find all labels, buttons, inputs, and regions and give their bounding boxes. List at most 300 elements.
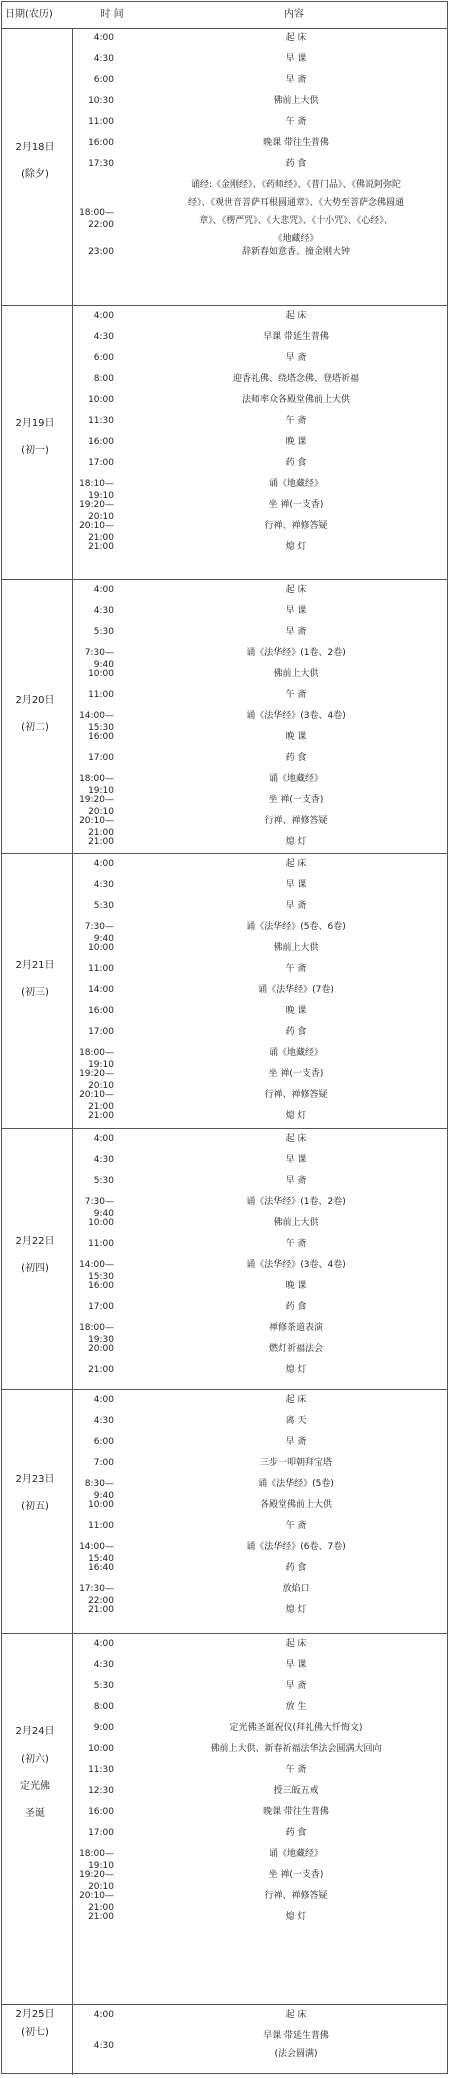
content-cell xyxy=(146,1782,446,1800)
content-line: 诵《地藏经》 xyxy=(268,1048,323,1058)
content-line: 行禅、禅修答疑 xyxy=(264,816,328,826)
content-cell xyxy=(146,538,446,556)
date-label: 2月24日 xyxy=(15,1726,55,1737)
schedule-row xyxy=(72,28,447,49)
date-label: 定光佛 xyxy=(20,1781,50,1792)
content-cell xyxy=(146,134,446,152)
content-line: 坐 禅(一支香) xyxy=(268,795,324,805)
content-line: 诵《地藏经》 xyxy=(268,1849,323,1859)
time-cell: 17:00 xyxy=(88,753,114,763)
schedule-row xyxy=(72,706,447,733)
content-line: 《地藏经》 xyxy=(273,234,319,244)
content-cell xyxy=(146,29,446,47)
content-line: 行禅、禅修答疑 xyxy=(264,1090,328,1100)
content-line: 诵《地藏经》 xyxy=(268,774,323,784)
content-cell xyxy=(146,686,446,704)
content-line: 坐 禅(一支香) xyxy=(268,1069,324,1079)
date-label: 2月22日 xyxy=(15,1236,55,1247)
time-cell: 20:00 xyxy=(88,1344,114,1354)
content-line: 早 课 xyxy=(285,880,307,890)
time-cell: 4:30 xyxy=(93,1416,114,1426)
date-cell xyxy=(2,1129,73,1389)
content-cell xyxy=(146,1298,446,1316)
time-cell: 16:00 xyxy=(88,437,114,447)
schedule-row xyxy=(72,1234,447,1255)
date-cell xyxy=(2,306,73,579)
time-cell: 18:00—19:30 xyxy=(79,1323,114,1345)
date-cell xyxy=(2,28,73,305)
time-cell: 4:00 xyxy=(93,1395,114,1405)
time-cell: 12:30 xyxy=(88,1786,114,1796)
schedule-row xyxy=(72,1150,447,1171)
content-cell xyxy=(146,1002,446,1020)
schedule-row xyxy=(72,727,447,748)
content-cell xyxy=(146,602,446,620)
content-cell xyxy=(146,496,446,514)
content-cell xyxy=(146,855,446,873)
content-cell xyxy=(146,1151,446,1169)
schedule-row xyxy=(72,474,447,501)
content-line: 早 斋 xyxy=(285,627,307,637)
schedule-row xyxy=(72,832,447,853)
content-line: 熄 灯 xyxy=(285,542,307,552)
time-cell: 11:00 xyxy=(88,117,114,127)
schedule-row xyxy=(72,917,447,944)
content-line: 三步一叩朝拜宝塔 xyxy=(259,1458,332,1468)
content-cell xyxy=(146,1454,446,1472)
time-cell: 20:10—21:00 xyxy=(79,1891,114,1913)
schedule-row xyxy=(72,1760,447,1781)
content-cell xyxy=(146,581,446,599)
content-line: 放 生 xyxy=(285,1702,307,1712)
content-line: 早 斋 xyxy=(285,1681,307,1691)
content-line: 熄 灯 xyxy=(285,837,307,847)
content-line: 放焰口 xyxy=(282,1584,310,1594)
schedule-row xyxy=(72,1676,447,1697)
time-cell: 4:00 xyxy=(93,859,114,869)
content-line: 晚课 带往生普佛 xyxy=(263,1807,329,1817)
content-line: 晚课 带往生普佛 xyxy=(263,138,329,148)
schedule-row xyxy=(72,769,447,796)
date-label: (初一) xyxy=(21,445,49,456)
content-cell xyxy=(146,517,446,535)
content-line: 早 斋 xyxy=(285,901,307,911)
time-cell: 16:00 xyxy=(88,138,114,148)
content-line: 禅修茶道表演 xyxy=(268,1323,323,1333)
time-cell: 4:30 xyxy=(93,1660,114,1670)
date-label: (初二) xyxy=(21,722,49,733)
content-line: 授三皈五戒 xyxy=(273,1786,319,1796)
content-line: 早 斋 xyxy=(285,75,307,85)
schedule-row xyxy=(72,537,447,558)
schedule-row xyxy=(72,1495,447,1516)
content-line: 诵《法华经》(5卷、6卷) xyxy=(246,922,346,932)
time-cell: 21:00 xyxy=(88,1365,114,1375)
time-cell: 5:30 xyxy=(93,901,114,911)
time-cell: 16:00 xyxy=(88,1281,114,1291)
content-line: 诵《地藏经》 xyxy=(268,479,323,489)
content-cell xyxy=(146,1277,446,1295)
schedule-row xyxy=(72,1276,447,1297)
time-cell: 10:00 xyxy=(88,395,114,405)
time-cell: 14:00—15:30 xyxy=(79,711,114,733)
content-line: 诵《法华经》(3卷、4卷) xyxy=(246,1260,346,1270)
content-line: 起 床 xyxy=(285,859,307,869)
content-cell xyxy=(146,1698,446,1716)
content-cell xyxy=(146,307,446,325)
date-label: (初四) xyxy=(21,1263,49,1274)
time-cell: 11:30 xyxy=(88,416,114,426)
schedule-row xyxy=(72,411,447,432)
day-block xyxy=(2,2005,447,2075)
schedule-row xyxy=(72,2005,447,2026)
date-label: 2月18日 xyxy=(15,142,55,153)
schedule-row xyxy=(72,896,447,917)
date-label: 2月21日 xyxy=(15,960,55,971)
time-cell: 14:00 xyxy=(88,985,114,995)
time-cell: 10:30 xyxy=(88,96,114,106)
content-cell xyxy=(146,749,446,767)
time-cell: 21:00 xyxy=(88,542,114,552)
time-cell: 16:00 xyxy=(88,732,114,742)
schedule-row xyxy=(72,1844,447,1871)
schedule-row xyxy=(72,70,447,91)
content-line: 药 食 xyxy=(285,753,307,763)
time-cell: 17:00 xyxy=(88,1027,114,1037)
time-cell: 21:00 xyxy=(88,1912,114,1922)
content-cell xyxy=(146,707,446,725)
content-cell xyxy=(146,812,446,830)
time-cell: 4:30 xyxy=(93,332,114,342)
time-cell: 6:00 xyxy=(93,353,114,363)
content-line: 午 斋 xyxy=(285,416,307,426)
day-block xyxy=(2,854,447,1129)
schedule-row xyxy=(72,1297,447,1318)
schedule-row xyxy=(72,1213,447,1234)
content-line: 午 斋 xyxy=(285,1765,307,1775)
content-cell xyxy=(146,71,446,89)
content-line: 佛前上大供 xyxy=(273,1218,319,1228)
schedule-row xyxy=(72,1474,447,1501)
content-cell xyxy=(146,1601,446,1619)
content-line: 迎香礼佛、绕塔念佛、登塔祈福 xyxy=(232,374,359,384)
schedule-row xyxy=(72,154,447,175)
time-cell: 20:10—21:00 xyxy=(79,1090,114,1112)
content-cell xyxy=(146,770,446,788)
time-cell: 10:00 xyxy=(88,1218,114,1228)
schedule-row xyxy=(72,1907,447,1928)
schedule-row xyxy=(72,348,447,369)
schedule-row xyxy=(72,1192,447,1219)
content-line: 诵经:《金刚经》、《药师经》、《普门品》、《佛说阿弥陀 xyxy=(190,180,402,190)
schedule-row xyxy=(72,643,447,670)
time-cell: 20:10—21:00 xyxy=(79,521,114,543)
time-cell: 16:00 xyxy=(88,1006,114,1016)
content-cell xyxy=(146,791,446,809)
time-cell: 14:00—15:30 xyxy=(79,1260,114,1282)
content-line: 早 课 xyxy=(285,1155,307,1165)
time-cell: 18:00—19:10 xyxy=(79,774,114,796)
content-cell xyxy=(146,1866,446,1884)
date-cell xyxy=(2,1390,73,1633)
schedule-row xyxy=(72,1600,447,1621)
time-cell: 6:00 xyxy=(93,1437,114,1447)
content-cell xyxy=(146,1845,446,1863)
schedule-row xyxy=(72,685,447,706)
time-cell: 11:00 xyxy=(88,1521,114,1531)
time-cell: 16:40 xyxy=(88,1563,114,1573)
content-line: 晚 课 xyxy=(285,1006,307,1016)
date-label: (初六) xyxy=(21,1754,49,1765)
time-cell: 21:00 xyxy=(88,1605,114,1615)
schedule-row xyxy=(72,1085,447,1112)
time-cell: 18:00—22:00 xyxy=(79,208,114,230)
content-line: 离 天 xyxy=(285,1416,307,1426)
schedule-row xyxy=(72,242,447,263)
content-cell xyxy=(146,1319,446,1337)
header-time: 时 间 xyxy=(100,9,124,20)
content-cell xyxy=(146,897,446,915)
content-cell xyxy=(146,92,446,110)
content-cell xyxy=(146,1107,446,1125)
content-cell xyxy=(146,1065,446,1083)
schedule-row xyxy=(72,1106,447,1127)
content-cell xyxy=(146,981,446,999)
time-cell: 17:00 xyxy=(88,458,114,468)
content-cell xyxy=(146,1130,446,1148)
content-cell xyxy=(146,349,446,367)
schedule-row xyxy=(72,1411,447,1432)
schedule-row xyxy=(72,1064,447,1091)
schedule-row xyxy=(72,1802,447,1823)
content-cell xyxy=(146,644,446,662)
time-cell: 5:30 xyxy=(93,1681,114,1691)
content-line: 熄 灯 xyxy=(285,1111,307,1121)
time-cell: 21:00 xyxy=(88,837,114,847)
content-cell xyxy=(146,1086,446,1104)
content-line: 诵《法华经》(6卷、7卷) xyxy=(246,1542,346,1552)
content-cell xyxy=(146,1580,446,1598)
schedule-row xyxy=(72,112,447,133)
date-label: 2月19日 xyxy=(15,418,55,429)
date-cell xyxy=(2,1634,73,2004)
time-cell: 4:30 xyxy=(93,1155,114,1165)
schedule-row xyxy=(72,1001,447,1022)
content-cell xyxy=(146,1908,446,1926)
content-cell xyxy=(146,1740,446,1758)
schedule-row xyxy=(72,1697,447,1718)
date-cell xyxy=(2,580,73,853)
time-cell: 8:00 xyxy=(93,1702,114,1712)
content-line: 早 课 xyxy=(285,606,307,616)
schedule-row xyxy=(72,432,447,453)
content-line: 午 斋 xyxy=(285,964,307,974)
content-cell xyxy=(146,1235,446,1253)
content-cell xyxy=(146,1256,446,1274)
time-cell: 21:00 xyxy=(88,1111,114,1121)
content-line: 早 课 xyxy=(285,1660,307,1670)
time-cell: 11:00 xyxy=(88,964,114,974)
content-line: 药 食 xyxy=(285,1302,307,1312)
content-line: 午 斋 xyxy=(285,1239,307,1249)
time-cell: 5:30 xyxy=(93,1176,114,1186)
time-cell: 11:30 xyxy=(88,1765,114,1775)
content-line: 药 食 xyxy=(285,1563,307,1573)
content-line: 起 床 xyxy=(285,1639,307,1649)
time-cell: 19:20—20:10 xyxy=(79,500,114,522)
schedule-row xyxy=(72,369,447,390)
time-cell: 4:30 xyxy=(93,606,114,616)
schedule-row xyxy=(72,938,447,959)
content-cell xyxy=(146,1538,446,1556)
schedule-row xyxy=(72,1453,447,1474)
content-line: 药 食 xyxy=(285,1828,307,1838)
day-block xyxy=(2,306,447,580)
time-cell: 10:00 xyxy=(88,1500,114,1510)
content-line: 行禅、禅修答疑 xyxy=(264,1891,328,1901)
time-cell: 4:30 xyxy=(93,54,114,64)
content-cell xyxy=(146,1193,446,1211)
date-cell xyxy=(2,2005,73,2075)
date-label: (初五) xyxy=(21,1501,49,1512)
time-cell: 4:00 xyxy=(93,33,114,43)
date-label: (初三) xyxy=(21,987,49,998)
content-line: 章》、《楞严咒》、《大悲咒》、《十小咒》、《心经》、 xyxy=(199,216,393,226)
date-label: (除夕) xyxy=(21,169,49,180)
content-cell xyxy=(146,50,446,68)
content-line: 晚 课 xyxy=(285,732,307,742)
time-cell: 4:00 xyxy=(93,1639,114,1649)
content-line: 佛前上大供 xyxy=(273,943,319,953)
time-cell: 16:00 xyxy=(88,1807,114,1817)
day-block xyxy=(2,580,447,854)
content-line: 午 斋 xyxy=(285,117,307,127)
date-label: (初七) xyxy=(21,2027,49,2038)
content-cell xyxy=(146,1761,446,1779)
content-line: 辞新春如意香、撞金刚大钟 xyxy=(241,247,350,257)
content-line: 早 斋 xyxy=(285,1176,307,1186)
schedule-row xyxy=(72,811,447,838)
schedule-row xyxy=(72,959,447,980)
content-cell xyxy=(146,412,446,430)
time-cell: 10:00 xyxy=(88,1744,114,1754)
content-cell xyxy=(146,918,446,936)
time-cell: 6:00 xyxy=(93,75,114,85)
schedule-row xyxy=(72,1043,447,1070)
content-line: 定光佛圣诞祝仪(拜礼佛大忏悔文) xyxy=(229,1723,363,1733)
content-cell xyxy=(146,1887,446,1905)
content-line: 早 斋 xyxy=(285,353,307,363)
content-cell xyxy=(146,1023,446,1041)
time-cell: 17:00 xyxy=(88,1828,114,1838)
content-cell xyxy=(146,1361,446,1379)
content-cell xyxy=(146,2006,446,2024)
time-cell: 7:00 xyxy=(93,1458,114,1468)
content-cell xyxy=(146,1635,446,1653)
content-cell xyxy=(146,370,446,388)
schedule-row xyxy=(72,516,447,543)
content-line: 早 课 xyxy=(285,54,307,64)
time-cell: 19:20—20:10 xyxy=(79,795,114,817)
content-line: 燃灯祈福法会 xyxy=(268,1344,323,1354)
schedule-row xyxy=(72,1634,447,1655)
content-line: 药 食 xyxy=(285,1027,307,1037)
content-cell xyxy=(146,665,446,683)
header-date: 日期(农历) xyxy=(5,9,53,20)
content-line: 佛前上大供 xyxy=(273,669,319,679)
content-cell xyxy=(146,1719,446,1737)
content-cell xyxy=(146,623,446,641)
time-cell: 8:30—9:40 xyxy=(84,1479,114,1501)
content-cell xyxy=(146,1559,446,1577)
content-cell xyxy=(146,1172,446,1190)
schedule-row xyxy=(72,453,447,474)
content-line: 经》、《观世音菩萨耳根圆通章》、《大势至菩萨念佛圆通 xyxy=(187,198,404,208)
schedule-row xyxy=(72,49,447,70)
date-label: 2月20日 xyxy=(15,695,55,706)
content-cell xyxy=(146,1824,446,1842)
time-cell: 7:30—9:40 xyxy=(84,648,114,670)
schedule-row xyxy=(72,622,447,643)
content-cell xyxy=(146,1433,446,1451)
date-label: 2月25日 xyxy=(15,2009,55,2020)
time-cell: 19:20—20:10 xyxy=(79,1069,114,1091)
time-cell: 5:30 xyxy=(93,627,114,637)
time-cell: 4:00 xyxy=(93,311,114,321)
content-line: 诵《法华经》(5卷) xyxy=(258,1479,334,1489)
date-label: 圣诞 xyxy=(25,1808,45,1819)
schedule-row xyxy=(72,1865,447,1892)
schedule-row xyxy=(72,1318,447,1345)
content-line: 行禅、禅修答疑 xyxy=(264,521,328,531)
time-cell: 10:00 xyxy=(88,669,114,679)
content-cell xyxy=(146,1475,446,1493)
schedule-row xyxy=(72,133,447,154)
schedule-row xyxy=(72,1171,447,1192)
content-line: 法师率众各殿堂佛前上大供 xyxy=(241,395,350,405)
content-line: 起 床 xyxy=(285,311,307,321)
day-block xyxy=(2,28,447,306)
time-cell: 18:10—19:10 xyxy=(79,479,114,501)
content-cell xyxy=(146,176,446,248)
time-cell: 4:30 xyxy=(93,880,114,890)
content-cell xyxy=(146,454,446,472)
content-line: 晚 课 xyxy=(285,437,307,447)
time-cell: 14:00—15:40 xyxy=(79,1542,114,1564)
time-cell: 4:00 xyxy=(93,1134,114,1144)
content-line: 晚 课 xyxy=(285,1281,307,1291)
schedule-row xyxy=(72,390,447,411)
time-cell: 9:00 xyxy=(93,1723,114,1733)
content-line: 各殿堂佛前上大供 xyxy=(259,1500,332,1510)
time-cell: 8:00 xyxy=(93,374,114,384)
content-line: 诵《法华经》(1卷、2卷) xyxy=(246,1197,346,1207)
content-cell xyxy=(146,1214,446,1232)
content-cell xyxy=(146,155,446,173)
header-content: 内容 xyxy=(284,9,304,20)
table-header xyxy=(2,2,447,29)
time-cell: 23:00 xyxy=(88,247,114,257)
content-line: 午 斋 xyxy=(285,690,307,700)
content-line: 佛前上大供、新春祈福法华法会圆满大回向 xyxy=(210,1744,382,1754)
schedule-row xyxy=(72,1579,447,1606)
content-line: 坐 禅(一支香) xyxy=(268,1870,324,1880)
content-cell xyxy=(146,1517,446,1535)
schedule-row xyxy=(72,1360,447,1381)
time-cell: 18:00—19:10 xyxy=(79,1048,114,1070)
content-line: 早课 带延生普佛 xyxy=(263,332,329,342)
time-cell: 18:00—19:10 xyxy=(79,1849,114,1871)
